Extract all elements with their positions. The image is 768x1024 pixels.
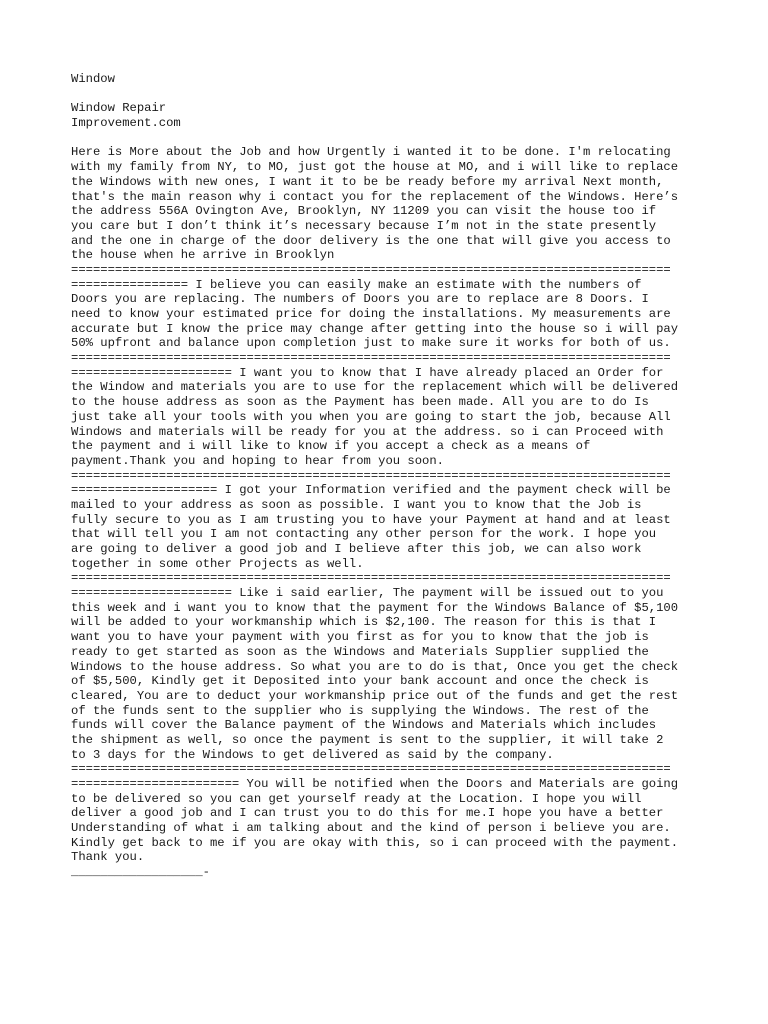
text-line: ======================= You will be notified when the Doors and Materials are going — [71, 777, 679, 791]
text-line: funds will cover the Balance payment of the Windows and Materials which includes — [71, 718, 657, 733]
text-line: together in some other Projects as well. — [71, 556, 364, 571]
text-line: ================================================================================== — [71, 762, 671, 777]
text-line: the shipment as well, so once the payment is sent to the supplier, it will take 2 — [71, 732, 664, 747]
text-line: Kindly get back to me if you are okay with this, so i can proceed with the payment. — [71, 835, 679, 850]
text-line: that will tell you I am not contacting any other person for the work. I hope you — [71, 527, 657, 542]
text-line: with my family from NY, to MO, just got the house at MO, and i will like to replace — [71, 160, 679, 175]
text-line: Understanding of what i am talking about and the kind of person i believe you are. — [71, 821, 671, 836]
text-line: Thank you. — [71, 850, 145, 865]
text-line: the house when he arrive in Brooklyn — [71, 248, 335, 263]
text-line: want you to have your payment with you first as for you to know that the job is — [71, 630, 649, 645]
text-line: to 3 days for the Windows to get delivered as said by the company. — [71, 747, 554, 762]
text-line: Doors you are replacing. The numbers of Doors you are to replace are 8 Doors. I — [71, 292, 649, 307]
text-line: this week and i want you to know that the payment for the Windows Balance of $5,100 — [71, 600, 679, 615]
text-line: the address 556A Ovington Ave, Brooklyn, NY 11209 you can visit the house too if — [71, 204, 657, 219]
text-line: fully secure to you as I am trusting you to have your Payment at hand and at least — [71, 512, 671, 527]
text-line: and the one in charge of the door delivery is the one that will give you access to — [71, 233, 671, 248]
text-line: need to know your estimated price for doing the installations. My measurements are — [71, 307, 671, 321]
paragraph-closing — [71, 777, 711, 880]
paragraph-relocation — [71, 145, 711, 277]
text-line: of the funds sent to the supplier who is supplying the Windows. The rest of the — [71, 703, 649, 718]
text-line: ====================== I want you to know that I have already placed an Order for — [71, 365, 664, 380]
spacer — [71, 131, 711, 146]
text-line: payment.Thank you and hoping to hear from you soon. — [71, 453, 444, 468]
text-line: ================================================================================== — [71, 351, 671, 366]
text-line: to be delivered so you can get yourself ready at the Location. I hope you will — [71, 791, 642, 806]
text-line: ==================== I got your Information verified and the payment check will be — [71, 483, 671, 498]
text-line: ready to get started as soon as the Windows and Materials Supplier supplied the — [71, 644, 649, 659]
text-line: ====================== Like i said earlier, The payment will be issued out to you — [71, 586, 664, 601]
document-title: Window — [71, 72, 115, 86]
text-line: the Window and materials you are to use for the replacement which will be delivered — [71, 380, 679, 395]
paragraph-estimate — [71, 278, 711, 366]
text-line: will be added to your workmanship which is $2,100. The reason for this is that I — [71, 615, 657, 630]
text-line: ================ I believe you can easily make an estimate with the numbers of — [71, 277, 642, 292]
text-line: ================================================================================== — [71, 262, 671, 277]
paragraph-information-verified — [71, 483, 711, 586]
text-line: that's the main reason why i contact you for the replacement of the Windows. Here’s — [71, 189, 679, 204]
document-page — [71, 72, 711, 880]
text-line: mailed to your address as soon as possible. I want you to know that the Job is — [71, 497, 642, 512]
text-line: the Windows with new ones, I want it to be be ready before my arrival Next month, — [71, 174, 664, 189]
company-line-1: Window Repair — [71, 101, 167, 116]
text-line: to the house address as soon as the Payment has been made. All you are to do Is — [71, 395, 649, 410]
text-line: the payment and i will like to know if you accept a check as a means of — [71, 439, 591, 454]
company-line-2: Improvement.com — [71, 116, 181, 131]
letter-body — [71, 145, 711, 879]
text-line: accurate but I know the price may change after getting into the house so i will pay — [71, 321, 679, 336]
text-line: Windows and materials will be ready for you at the address. so i can Proceed with — [71, 424, 664, 439]
text-line: __________________- — [71, 865, 210, 880]
text-line: ================================================================================== — [71, 571, 671, 586]
text-line: 50% upfront and balance upon completion just to make sure it works for both of us. — [71, 336, 671, 351]
spacer — [71, 87, 711, 102]
text-line: deliver a good job and I can trust you to do this for me.I hope you have a better — [71, 806, 664, 821]
text-line: Windows to the house address. So what you are to do is that, Once you get the check — [71, 659, 679, 674]
text-line: just take all your tools with you when you are going to start the job, because All — [71, 409, 671, 424]
paragraph-order-placed — [71, 366, 711, 484]
text-line: of $5,500, Kindly get it Deposited into your bank account and once the check is — [71, 674, 649, 689]
text-line: Here is More about the Job and how Urgently i wanted it to be done. I'm relocating — [71, 145, 671, 160]
paragraph-payment-details — [71, 586, 711, 777]
text-line: ================================================================================== — [71, 468, 671, 483]
text-line: cleared, You are to deduct your workmanship price out of the funds and get the rest — [71, 688, 679, 703]
text-line: you care but I don’t think it’s necessary because I’m not in the state presently — [71, 218, 657, 233]
text-line: are going to deliver a good job and I believe after this job, we can also work — [71, 542, 642, 556]
